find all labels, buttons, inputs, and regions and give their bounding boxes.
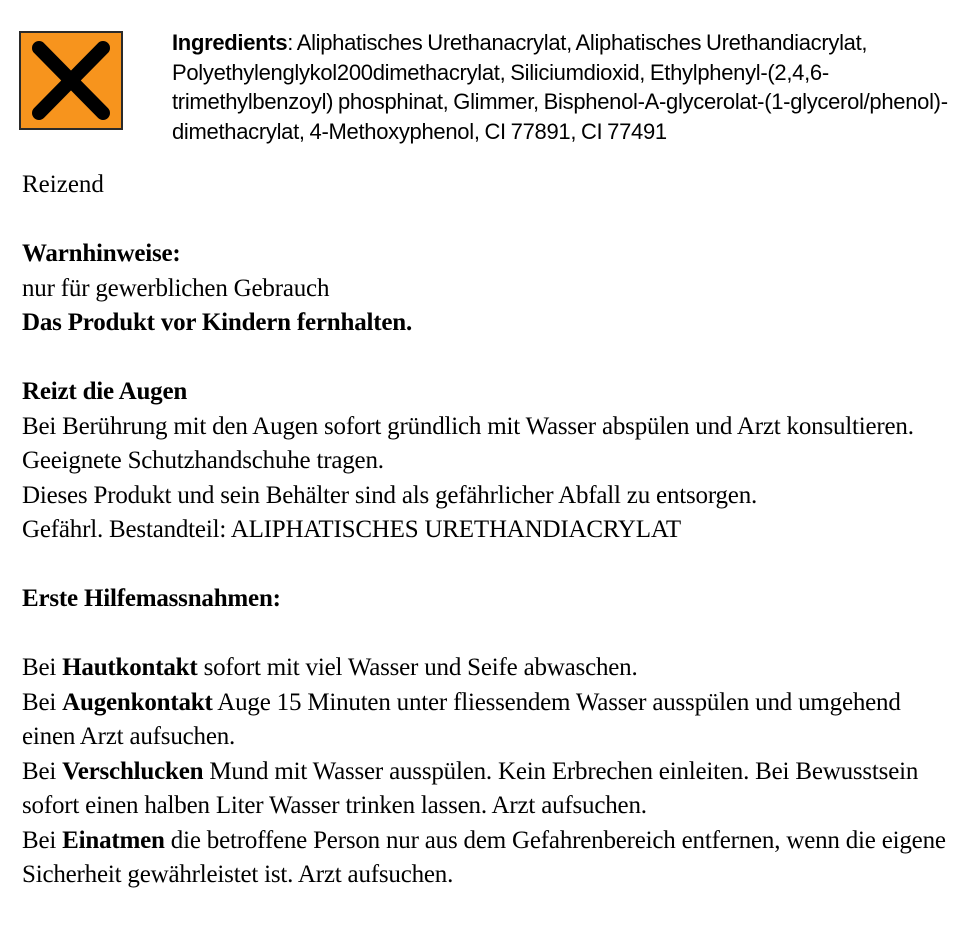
first-aid-keyword: Augenkontakt [62,688,213,716]
irritation-heading: Reizt die Augen [22,378,188,405]
safety-text [22,237,952,893]
warnings-line-1: nur für gewerblichen Gebrauch [22,274,330,302]
spacer [22,548,952,583]
first-aid-text: sofort mit viel Wasser und Seife abwaschen. [197,654,638,681]
first-aid-heading: Erste Hilfemassnahmen: [22,585,281,612]
irritation-line-4: Gefährl. Bestandteil: ALIPHATISCHES URETHANDIACRYLAT [22,516,681,543]
first-aid-keyword: Hautkontakt [62,654,198,681]
first-aid-text: die betroffene Person nur aus dem Gefahrenbereich entfernen, wenn die eigene Sicherheit gewährleistet ist. Arzt aufsuchen. [22,826,946,888]
spacer [22,341,952,376]
first-aid-prefix: Bei [22,688,63,716]
first-aid-inhale [22,824,952,893]
first-aid-keyword: Einatmen [62,826,165,854]
irritation-line-3: Dieses Produkt und sein Behälter sind als gefährlicher Abfall zu entsorgen. [22,481,758,509]
warnings-heading: Warnhinweise: [22,240,181,267]
first-aid-keyword: Verschlucken [62,757,204,785]
first-aid-text: Mund mit Wasser ausspülen. Kein Erbrechen einleiten. Bei Bewusstsein sofort einen halben Liter Wasser trinken lassen. Arzt aufsuchen. [22,757,919,819]
first-aid-prefix: Bei [22,757,63,785]
hazard-label: Reizend [22,171,104,198]
first-aid-prefix: Bei [22,654,63,681]
spacer [22,617,952,652]
first-aid-eye [22,686,952,755]
x-cross-icon [21,33,121,128]
irritant-x-icon [19,31,123,130]
first-aid-text: Auge 15 Minuten unter fliessendem Wasser ausspülen und umgehend einen Arzt aufsuchen. [22,688,901,750]
first-aid-skin [22,651,952,686]
warnings-line-2: Das Produkt vor Kindern fernhalten. [22,309,413,336]
ingredients-label: Ingredients [172,30,288,55]
irritation-line-1: Bei Berührung mit den Augen sofort gründlich mit Wasser abspülen und Arzt konsultieren. [22,412,914,440]
first-aid-swallow [22,755,952,824]
irritation-line-2: Geeignete Schutzhandschuhe tragen. [22,447,384,474]
ingredients-text: : Aliphatisches Urethanacrylat, Aliphatisches Urethandiacrylat, Polyethylenglykol200dimethacrylat, Siliciumdioxid, Ethylphenyl-(2,4,6-trimethylbenzoyl) phosphinat, Glimmer, Bisphenol-A-glycerolat-(1-glycerol/phenol)-dimethacrylat, 4-Methoxyphenol, CI 77891, CI 77491 [172,30,948,144]
first-aid-prefix: Bei [22,826,63,854]
ingredients-block [172,28,952,146]
